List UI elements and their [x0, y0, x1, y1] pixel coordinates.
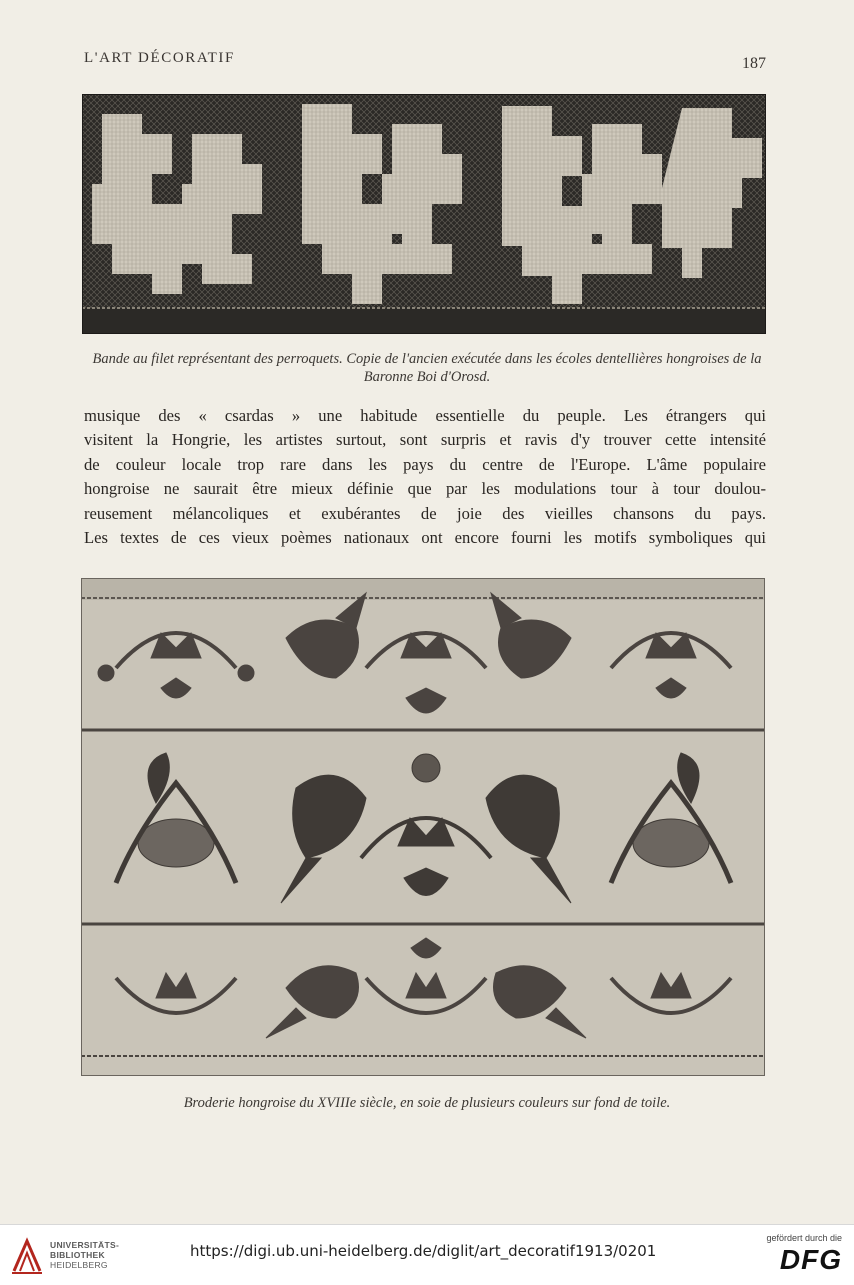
library-name-line: BIBLIOTHEK [50, 1250, 105, 1260]
dfg-logo: DFG [779, 1244, 842, 1275]
body-line: Les textes de ces vieux poèmes nationaux ont encore fourni les motifs symboliques qui [84, 528, 766, 548]
lace-caption: Bande au filet représentant des perroquets. Copie de l'ancien exécutée dans les écoles dentellières hongroises de la Baronne Boi d'Orosd. [92, 351, 762, 385]
funding-block [766, 1233, 842, 1275]
body-line: de couleur locale trop rare dans les pays du centre de l'Europe. L'âme populaire [84, 454, 766, 474]
footer-bar [0, 1224, 854, 1285]
body-line: hongroise ne saurait être mieux définie que par les modulations tour à tour doulou- [84, 479, 766, 499]
body-line: visitent la Hongrie, les artistes surtout, sont surpris et ravis d'y trouver cette intensité [84, 430, 766, 450]
funding-text: gefördert durch die [766, 1233, 842, 1243]
university-library-logo-icon [10, 1235, 44, 1275]
library-name-line: HEIDELBERG [50, 1260, 108, 1270]
library-name-line: UNIVERSITÄTS- [50, 1240, 120, 1250]
running-title: L'ART DÉCORATIF [84, 50, 235, 66]
lace-plate-image [82, 94, 766, 334]
library-name [50, 1240, 119, 1270]
page-number: 187 [742, 55, 766, 72]
embroidery-caption: Broderie hongroise du XVIIIe siècle, en soie de plusieurs couleurs sur fond de toile. [183, 1095, 671, 1111]
embroidery-plate-image [81, 578, 765, 1076]
body-line: musique des « csardas » une habitude essentielle du peuple. Les étrangers qui [84, 406, 766, 425]
body-paragraph [84, 404, 766, 550]
permalink-url[interactable]: https://digi.ub.uni-heidelberg.de/diglit/art_decoratif1913/0201 [190, 1242, 657, 1260]
body-line: reusement mélancoliques et exubérantes de joie des vieilles chansons du pays. [84, 503, 766, 523]
